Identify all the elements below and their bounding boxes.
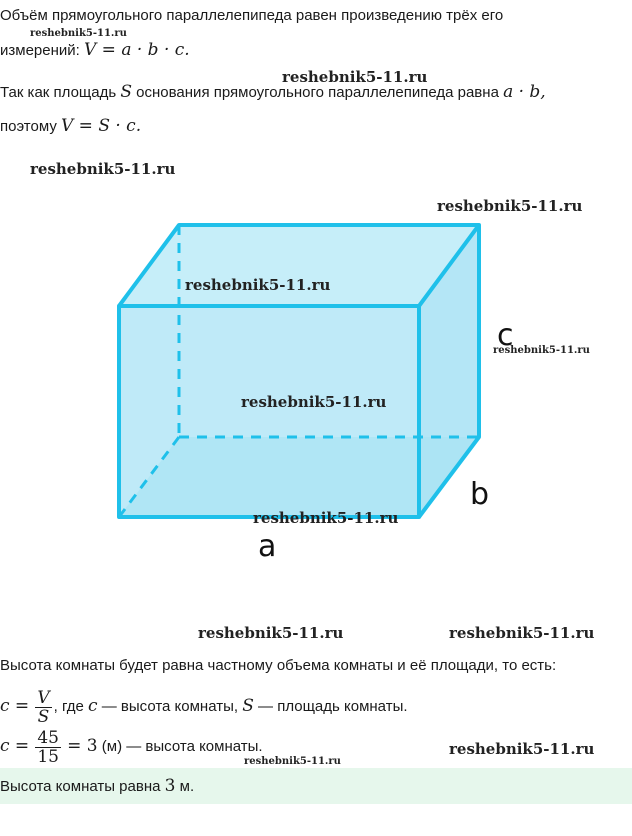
height-sentence: Высота комнаты будет равна частному объема комнаты и её площади, то есть:: [0, 657, 557, 674]
intro-line-2: [0, 40, 190, 61]
area-sentence: [0, 82, 546, 103]
area-symbol: S: [120, 82, 132, 102]
height-def-numerator: V: [37, 687, 50, 708]
height-def-where: , где: [53, 698, 89, 715]
volume-formula: V = a · b · c.: [83, 40, 190, 60]
height-def-lhs: c =: [0, 696, 30, 716]
height-calc-lhs: c =: [0, 736, 30, 756]
height-def-c: c: [88, 696, 98, 716]
height-def-mid: — высота комнаты,: [97, 698, 243, 715]
height-calc-numerator: 45: [37, 727, 59, 748]
watermark: reshebnik5-11.ru: [449, 624, 595, 642]
watermark: reshebnik5-11.ru: [437, 197, 583, 215]
edge-label-b: b: [470, 477, 490, 512]
edge-label-a: a: [258, 529, 277, 564]
watermark: reshebnik5-11.ru: [30, 28, 127, 39]
watermark: reshebnik5-11.ru: [282, 68, 428, 86]
area-sentence-mid: основания прямоугольного параллелепипеда равна: [132, 84, 504, 101]
watermark: reshebnik5-11.ru: [30, 160, 176, 178]
height-calculation: [0, 726, 263, 768]
area-formula: a · b,: [503, 82, 546, 102]
answer-prefix: Высота комнаты равна: [0, 778, 165, 795]
height-calc-end: (м) — высота комнаты.: [97, 738, 263, 755]
box-bottom-face: [119, 437, 479, 517]
watermark: reshebnik5-11.ru: [241, 393, 387, 411]
height-def-end: — площадь комнаты.: [253, 698, 408, 715]
answer-unit: м.: [175, 778, 195, 795]
height-definition: [0, 686, 408, 728]
area-sentence-prefix: Так как площадь: [0, 84, 121, 101]
height-def-fraction: [35, 689, 51, 726]
intro-line-1: Объём прямоугольного параллелепипеда равен произведению трёх его: [0, 7, 504, 24]
watermark: reshebnik5-11.ru: [253, 509, 399, 527]
watermark: reshebnik5-11.ru: [198, 624, 344, 642]
edge-label-c: c: [497, 318, 514, 353]
watermark: reshebnik5-11.ru: [449, 740, 595, 758]
answer-box: [0, 768, 632, 804]
watermark: reshebnik5-11.ru: [493, 345, 590, 356]
volume-area-formula: V = S · c.: [60, 116, 142, 136]
height-calc-denominator: 15: [37, 746, 59, 767]
height-calc-result: = 3: [67, 736, 98, 756]
answer-value: 3: [164, 776, 176, 796]
watermark: reshebnik5-11.ru: [244, 756, 341, 767]
conclusion-prefix: поэтому: [0, 118, 61, 135]
conclusion-line: [0, 116, 141, 137]
height-calc-fraction: [35, 729, 61, 766]
intro-line-2-prefix: измерений:: [0, 42, 84, 59]
height-def-S: S: [242, 696, 254, 716]
height-def-denominator: S: [37, 706, 50, 727]
answer-text: [0, 776, 194, 796]
watermark: reshebnik5-11.ru: [185, 276, 331, 294]
